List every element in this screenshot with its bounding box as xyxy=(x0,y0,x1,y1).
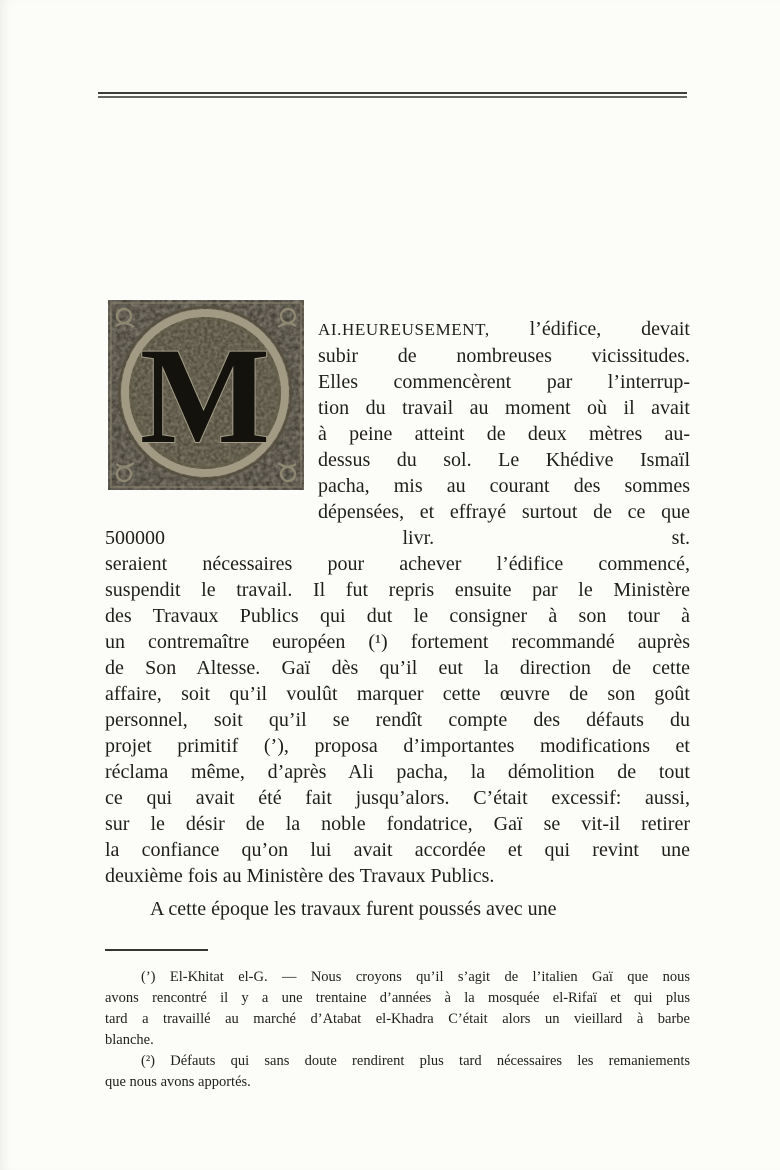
text-line: réclama même, d’après Ali pacha, la démolition de tout xyxy=(105,761,690,783)
footnote-separator-rule xyxy=(105,949,208,951)
full-line-group xyxy=(105,499,690,863)
footnote-1-last-line: blanche. xyxy=(105,1032,154,1048)
text-line: dessus du sol. Le Khédive Ismaïl xyxy=(318,449,690,471)
text-line: affaire, soit qu’il voulût marquer cette œuvre de son goût xyxy=(105,683,690,705)
drop-cap-ornament xyxy=(108,300,304,490)
text-line: sur le désir de la noble fondatrice, Gaï se vit-il retirer xyxy=(105,813,690,835)
drop-cap-letter: M xyxy=(139,319,271,472)
footnote-2-last-line: que nous avons apportés. xyxy=(105,1074,251,1090)
text-line: Elles commencèrent par l’interrup- xyxy=(318,371,690,393)
text-line: à peine atteint de deux mètres au- xyxy=(318,423,690,445)
text-line: suspendit le travail. Il fut repris ensuite par le Ministère xyxy=(105,579,690,601)
page-content xyxy=(105,300,690,1093)
footnote-1-lines xyxy=(105,967,690,1030)
first-line-rest: l’édifice, devait xyxy=(489,318,690,340)
text-line: un contremaître européen (¹) fortement recommandé auprès xyxy=(105,631,690,653)
text-line: projet primitif (’), proposa d’importantes modifications et xyxy=(105,735,690,757)
paragraph-second: A cette époque les travaux furent poussés avec une xyxy=(150,898,557,920)
paragraph-last-line: deuxième fois au Ministère des Travaux Publics. xyxy=(105,865,495,887)
double-rule xyxy=(98,92,687,98)
text-line: tion du travail au moment où il avait xyxy=(318,397,690,419)
text-line: subir de nombreuses vicissitudes. xyxy=(318,345,690,367)
footnote-2-first-line: (²) Défauts qui sans doute rendirent plus tard nécessaires les remaniements xyxy=(141,1053,690,1069)
text-line: pacha, mis au courant des sommes xyxy=(318,475,690,497)
footnote-line: (’) El-Khitat el-G. — Nous croyons qu’il s’agit de l’italien Gaï que nous xyxy=(141,969,690,985)
footnote-line: avons rencontré il y a une trentaine d’années à la mosquée el-Rifaï et qui plus xyxy=(105,990,690,1006)
text-line: ce qui avait été fait jusqu’alors. C’était excessif: aussi, xyxy=(105,787,690,809)
text-line: de Son Altesse. Gaï dès qu’il eut la direction de cette xyxy=(105,657,690,679)
footnotes-block xyxy=(105,967,690,1093)
text-line: personnel, soit qu’il se rendît compte des défauts du xyxy=(105,709,690,731)
footnote-line: tard a travaillé au marché d’Atabat el-Khadra C’était alors un vieillard à barbe xyxy=(105,1011,690,1027)
text-line: des Travaux Publics qui dut le consigner à son tour à xyxy=(105,605,690,627)
text-line: dépensées, et effrayé surtout de ce que 500000 livr. st. xyxy=(105,501,690,549)
opening-small-caps: AI.HEUREUSEMENT, xyxy=(318,320,490,339)
text-line: la confiance qu’on lui avait accordée et qui revint une xyxy=(105,839,690,861)
text-line: seraient nécessaires pour achever l’édifice commencé, xyxy=(105,553,690,575)
